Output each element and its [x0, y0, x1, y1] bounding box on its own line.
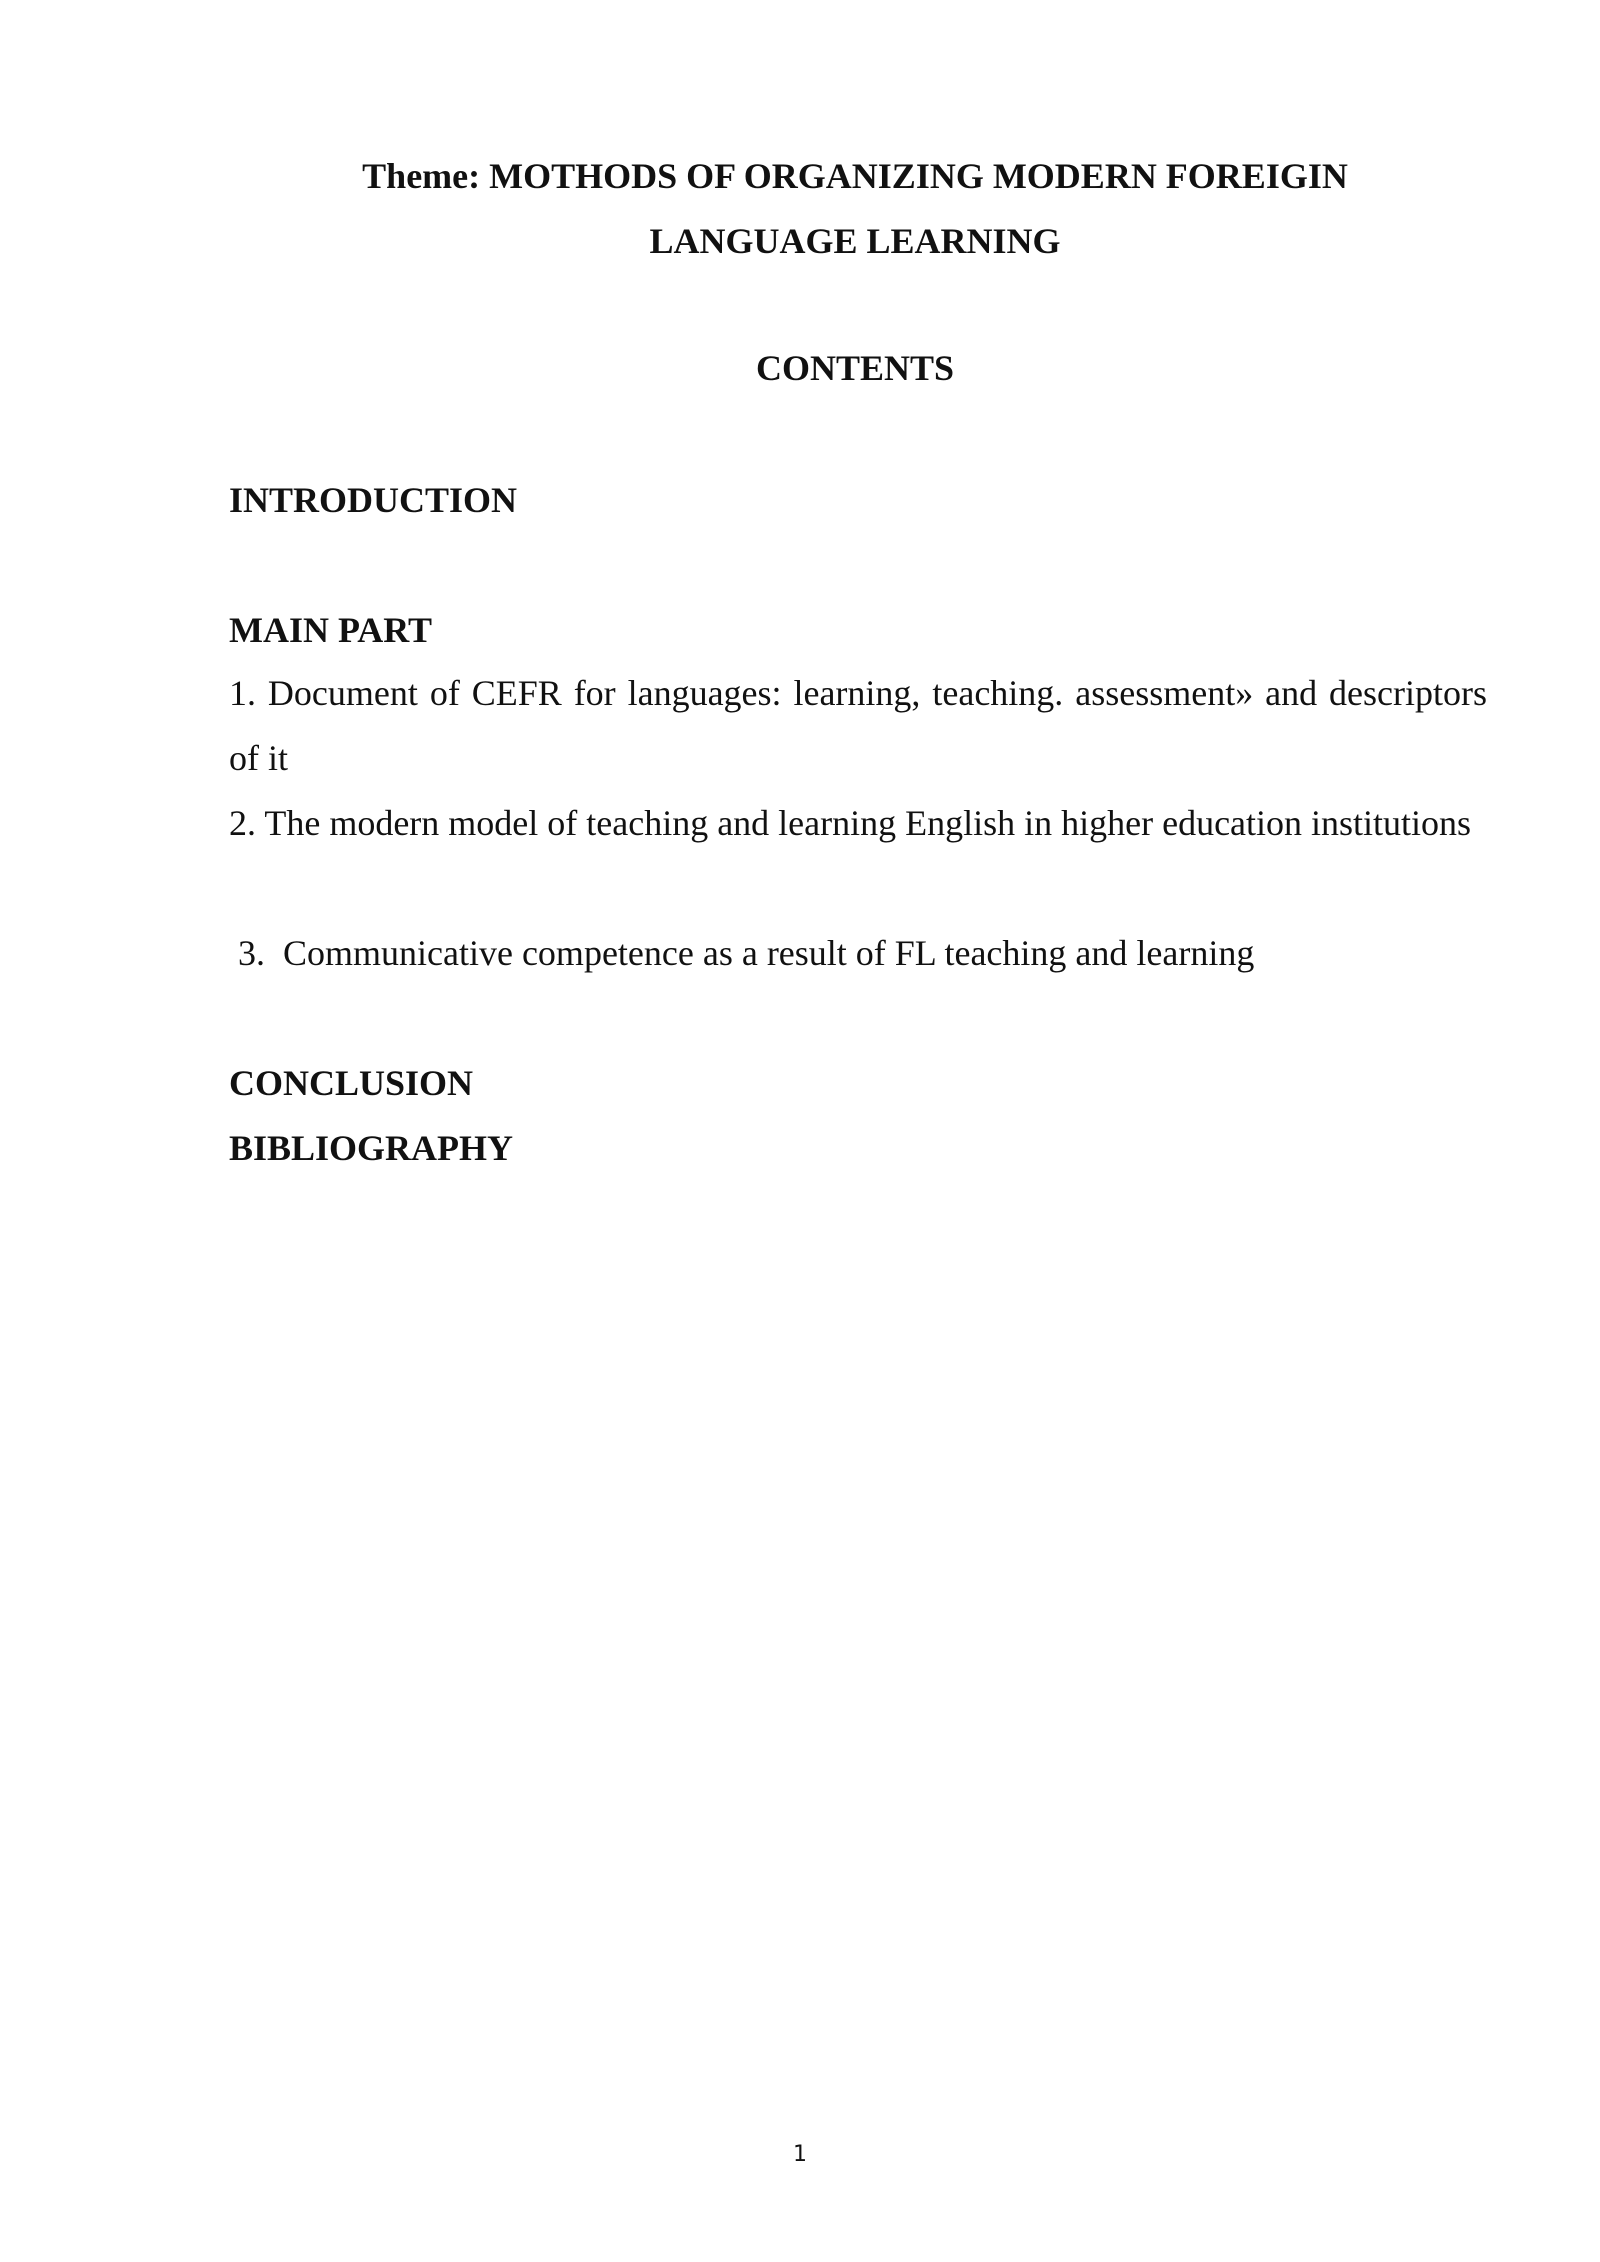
document-title	[230, 144, 1480, 274]
page-number: 1	[793, 2142, 807, 2167]
toc-item-3: 3. Communicative competence as a result of FL teaching and learning	[229, 933, 1255, 973]
toc-item-1: 1. Document of CEFR for languages: learning, teaching. assessment» and descriptors of it	[229, 673, 1487, 778]
title-line-2: LANGUAGE LEARNING	[649, 221, 1061, 261]
contents-heading: CONTENTS	[755, 348, 955, 388]
toc-item-2: 2. The modern model of teaching and learning English in higher education institutions	[229, 803, 1472, 843]
title-line-1: Theme: MOTHODS OF ORGANIZING MODERN FOREIGIN	[362, 156, 1348, 196]
conclusion-heading: CONCLUSION	[229, 1063, 474, 1103]
bibliography-heading: BIBLIOGRAPHY	[229, 1128, 514, 1168]
introduction-heading: INTRODUCTION	[229, 480, 518, 520]
main-part-heading: MAIN PART	[229, 610, 433, 650]
